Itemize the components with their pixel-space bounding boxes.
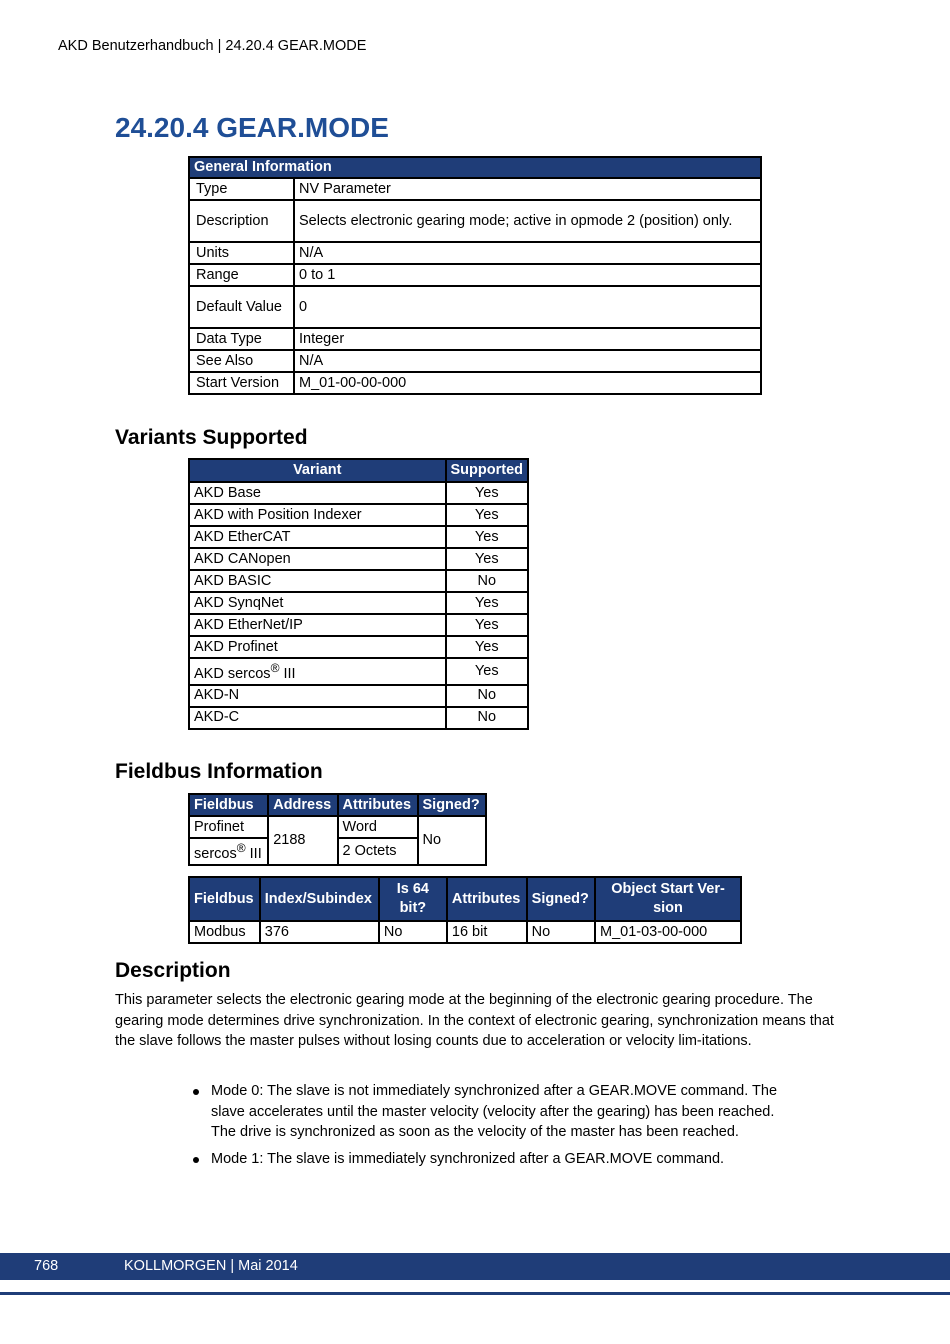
row-value: N/A <box>294 242 761 264</box>
row-key: Description <box>189 200 294 242</box>
table-row <box>189 482 528 504</box>
table-row <box>189 921 741 943</box>
is-64-bit-column-header: Is 64 bit? <box>379 877 447 921</box>
page-title: 24.20.4 GEAR.MODE <box>115 112 389 143</box>
modbus-attributes: 16 bit <box>447 921 527 943</box>
table-row <box>189 707 528 729</box>
fieldbus-signed: No <box>418 816 487 865</box>
table-row <box>189 614 528 636</box>
fieldbus-attribute: Word <box>338 816 418 838</box>
variant-column-header: Variant <box>189 459 446 482</box>
variant-name: AKD Profinet <box>189 636 446 658</box>
row-value: 0 to 1 <box>294 264 761 286</box>
list-item: Mode 1: The slave is immediately synchronized after a GEAR.MOVE command. <box>190 1149 790 1170</box>
list-item: Mode 0: The slave is not immediately synchronized after a GEAR.MOVE command. The slave accelerates until the master velocity (velocity after the gearing) has been reached. The drive is synchronized as soon as the velocity of the master has been reached. <box>190 1081 790 1143</box>
page-number: 768 <box>34 1258 59 1274</box>
address-column-header: Address <box>268 794 337 816</box>
variant-supported: Yes <box>446 592 529 614</box>
variant-name: AKD EtherCAT <box>189 526 446 548</box>
fieldbus-column-header: Fieldbus <box>189 877 260 921</box>
table-row <box>189 286 761 328</box>
row-key: Type <box>189 178 294 200</box>
variant-supported: Yes <box>446 504 529 526</box>
running-header: AKD Benutzerhandbuch | 24.20.4 GEAR.MODE <box>58 38 367 54</box>
mode-list <box>190 1081 790 1175</box>
table-row <box>189 658 528 685</box>
variant-supported: Yes <box>446 658 529 685</box>
signed-column-header: Signed? <box>418 794 487 816</box>
variant-supported: Yes <box>446 526 529 548</box>
fieldbus-name: Profinet <box>189 816 268 838</box>
fieldbus-heading: Fieldbus Information <box>115 760 323 783</box>
row-value: NV Parameter <box>294 178 761 200</box>
table-row <box>189 328 761 350</box>
table-row <box>189 570 528 592</box>
general-information-table <box>188 156 762 395</box>
variant-name: AKD SynqNet <box>189 592 446 614</box>
variant-name: AKD-C <box>189 707 446 729</box>
table-row <box>189 636 528 658</box>
table-row <box>189 350 761 372</box>
table-row <box>189 816 486 838</box>
fieldbus-column-header: Fieldbus <box>189 794 268 816</box>
row-value: Selects electronic gearing mode; active in opmode 2 (position) only. <box>294 200 761 242</box>
footer-company: KOLLMORGEN | Mai 2014 <box>124 1258 298 1274</box>
variant-name: AKD CANopen <box>189 548 446 570</box>
fieldbus-attribute: 2 Octets <box>338 838 418 865</box>
table-row <box>189 526 528 548</box>
table-row <box>189 178 761 200</box>
row-key: See Also <box>189 350 294 372</box>
modbus-fieldbus: Modbus <box>189 921 260 943</box>
row-key: Default Value <box>189 286 294 328</box>
attributes-column-header: Attributes <box>338 794 418 816</box>
table-row <box>189 264 761 286</box>
footer-divider <box>0 1292 950 1295</box>
bullet-icon <box>193 1157 199 1163</box>
table-row <box>189 372 761 394</box>
row-value: N/A <box>294 350 761 372</box>
table-row <box>189 548 528 570</box>
bullet-icon <box>193 1089 199 1095</box>
fieldbus-address: 2188 <box>268 816 337 865</box>
modbus-is-64-bit: No <box>379 921 447 943</box>
row-key: Start Version <box>189 372 294 394</box>
row-value: 0 <box>294 286 761 328</box>
table-row <box>189 200 761 242</box>
table-row <box>189 592 528 614</box>
modbus-table <box>188 876 742 944</box>
attributes-column-header: Attributes <box>447 877 527 921</box>
row-value: Integer <box>294 328 761 350</box>
variants-heading: Variants Supported <box>115 426 308 449</box>
variant-name: AKD BASIC <box>189 570 446 592</box>
modbus-signed: No <box>527 921 595 943</box>
variant-supported: Yes <box>446 548 529 570</box>
row-key: Units <box>189 242 294 264</box>
description-heading: Description <box>115 959 231 982</box>
variant-name: AKD sercos® III <box>189 658 446 685</box>
description-paragraph: This parameter selects the electronic gearing mode at the beginning of the electronic gearing procedure. The gearing mode determines drive synchronization. In the context of electronic gearing, synchronization means that the slave follows the master pulses without losing counts due to acceleration or velocity lim-itations. <box>115 992 834 1049</box>
variant-name: AKD with Position Indexer <box>189 504 446 526</box>
table-row <box>189 242 761 264</box>
modbus-start-version: M_01-03-00-000 <box>595 921 741 943</box>
variant-supported: Yes <box>446 482 529 504</box>
table-row <box>189 504 528 526</box>
variant-supported: No <box>446 570 529 592</box>
modbus-index: 376 <box>260 921 379 943</box>
table-row <box>189 685 528 707</box>
variant-name: AKD-N <box>189 685 446 707</box>
registered-mark: ® <box>270 661 280 675</box>
variants-table <box>188 458 529 730</box>
registered-mark: ® <box>236 841 246 855</box>
variant-supported: Yes <box>446 636 529 658</box>
signed-column-header: Signed? <box>527 877 595 921</box>
index-subindex-column-header: Index/Subindex <box>260 877 379 921</box>
fieldbus-table <box>188 793 487 866</box>
row-key: Data Type <box>189 328 294 350</box>
variant-supported: Yes <box>446 614 529 636</box>
supported-column-header: Supported <box>446 459 529 482</box>
variant-supported: No <box>446 685 529 707</box>
variant-supported: No <box>446 707 529 729</box>
fieldbus-name: sercos® III <box>189 838 268 865</box>
object-start-version-column-header: Object Start Ver-sion <box>595 877 741 921</box>
footer-bar <box>0 1253 950 1280</box>
row-key: Range <box>189 264 294 286</box>
variant-name: AKD EtherNet/IP <box>189 614 446 636</box>
general-information-heading: General Information <box>189 157 761 178</box>
variant-name: AKD Base <box>189 482 446 504</box>
row-value: M_01-00-00-000 <box>294 372 761 394</box>
